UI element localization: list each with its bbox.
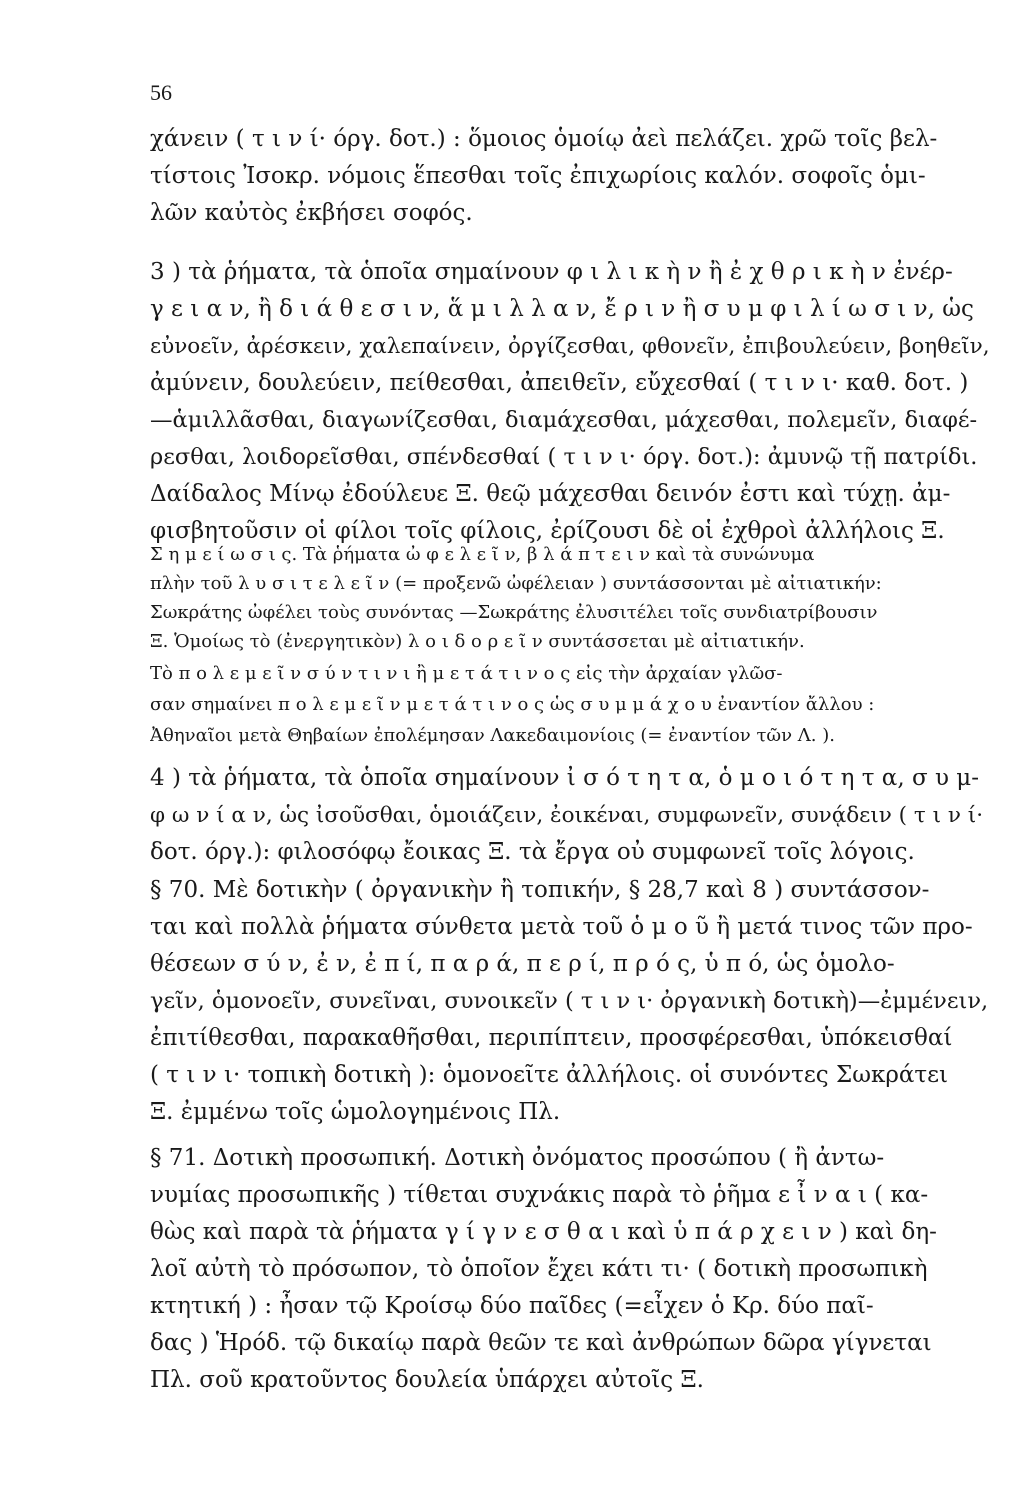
text-line: γεῖν, ὁμονοεῖν, συνεῖναι, συνοικεῖν ( τ ι ν ι· ὀργανικὴ δοτικὴ)—ἐμμένειν, bbox=[150, 988, 989, 1014]
text-line: ἀμύνειν, δουλεύειν, πείθεσθαι, ἀπειθεῖν, εὔχεσθαί ( τ ι ν ι· καθ. δοτ. ) bbox=[150, 370, 969, 396]
text-line: λῶν καὐτὸς ἐκβήσει σοφός. bbox=[150, 200, 473, 226]
text-line: θὼς καὶ παρὰ τὰ ῥήματα γ ί γ ν ε σ θ α ι καὶ ὑ π ά ρ χ ε ι ν ) καὶ δη- bbox=[150, 1219, 937, 1245]
section-71 bbox=[150, 1140, 990, 1399]
text-line: Ἀθηναῖοι μετὰ Θηβαίων ἐπολέμησαν Λακεδαιμονίοις (= ἐναντίον τῶν Λ. ). bbox=[150, 725, 835, 746]
text-line: 3 ) τὰ ῥήματα, τὰ ὁποῖα σημαίνουν φ ι λ ι κ ὴ ν ἢ ἐ χ θ ρ ι κ ὴ ν ἐνέρ- bbox=[150, 259, 953, 285]
text-line: δοτ. όργ.): φιλοσόφῳ ἔοικας Ξ. τὰ ἔργα οὐ συμφωνεῖ τοῖς λόγοις. bbox=[150, 839, 915, 865]
note-polemein bbox=[150, 658, 990, 751]
text-line: Τὸ π ο λ ε μ ε ῖ ν σ ύ ν τ ι ν ι ἢ μ ε τ ά τ ι ν ο ς εἰς τὴν ἀρχαίαν γλῶσ- bbox=[150, 663, 783, 684]
text-line: Σ η μ ε ί ω σ ι ς. Τὰ ῥήματα ὠ φ ε λ ε ῖ ν, β λ ά π τ ε ι ν καὶ τὰ συνώνυμα bbox=[150, 544, 815, 565]
text-line: Ξ. ἐμμένω τοῖς ὡμολογημένοις Πλ. bbox=[150, 1099, 561, 1125]
section-70 bbox=[150, 872, 990, 1131]
text-line: 4 ) τὰ ῥήματα, τὰ ὁποῖα σημαίνουν ἰ σ ό τ η τ α, ὁ μ ο ι ό τ η τ α, σ υ μ- bbox=[150, 765, 979, 791]
text-line: εὐνοεῖν, ἀρέσκειν, χαλεπαίνειν, ὀργίζεσθαι, φθονεῖν, ἐπιβουλεύειν, βοηθεῖν, bbox=[150, 334, 990, 359]
text-line: —ἁμιλλᾶσθαι, διαγωνίζεσθαι, διαμάχεσθαι, μάχεσθαι, πολεμεῖν, διαφέ- bbox=[150, 407, 978, 433]
text-line: ( τ ι ν ι· τοπικὴ δοτικὴ ): ὁμονοεῖτε ἀλλήλοις. οἱ συνόντες Σωκράτει bbox=[150, 1062, 949, 1088]
text-line: Δαίδαλος Μίνῳ ἐδούλευε Ξ. θεῷ μάχεσθαι δεινόν ἐστι καὶ τύχῃ. ἀμ- bbox=[150, 481, 951, 507]
text-line: πλὴν τοῦ λ υ σ ι τ ε λ ε ῖ ν (= προξενῶ ὠφέλειαν ) συντάσσονται μὲ αἰτιατικήν: bbox=[150, 573, 882, 594]
note-semeiosis bbox=[150, 540, 990, 656]
text-line: θέσεων σ ύ ν, ἐ ν, ἐ π ί, π α ρ ά, π ε ρ ί, π ρ ό ς, ὑ π ό, ὡς ὁμολο- bbox=[150, 951, 895, 977]
text-line: ται καὶ πολλὰ ῥήματα σύνθετα μετὰ τοῦ ὁ μ ο ῦ ἢ μετά τινος τῶν προ- bbox=[150, 914, 973, 940]
text-line: ἐπιτίθεσθαι, παρακαθῆσθαι, περιπίπτειν, προσφέρεσθαι, ὑπόκεισθαί bbox=[150, 1025, 953, 1051]
text-line: γ ε ι α ν, ἢ δ ι ά θ ε σ ι ν, ἅ μ ι λ λ α ν, ἔ ρ ι ν ἢ σ υ μ φ ι λ ί ω σ ι ν, ὡς bbox=[150, 296, 974, 322]
text-line: Ξ. Ὁμοίως τὸ (ἐνεργητικὸν) λ ο ι δ ο ρ ε ῖ ν συντάσσεται μὲ αἰτιατικήν. bbox=[150, 631, 805, 652]
text-line: Πλ. σοῦ κρατοῦντος δουλεία ὑπάρχει αὐτοῖς Ξ. bbox=[150, 1367, 704, 1393]
text-line: § 71. Δοτικὴ προσωπική. Δοτικὴ ὀνόματος προσώπου ( ἢ ἀντω- bbox=[150, 1145, 885, 1171]
text-line: σαν σημαίνει π ο λ ε μ ε ῖ ν μ ε τ ά τ ι ν ο ς ὡς σ υ μ μ ά χ ο υ ἐναντίον ἄλλου : bbox=[150, 694, 875, 715]
text-line: λοῖ αὐτὴ τὸ πρόσωπον, τὸ ὁποῖον ἔχει κάτι τι· ( δοτικὴ προσωπικὴ bbox=[150, 1256, 928, 1282]
text-line: δας ) Ἡρόδ. τῷ δικαίῳ παρὰ θεῶν τε καὶ ἀνθρώπων δῶρα γίγνεται bbox=[150, 1330, 932, 1356]
text-line: νυμίας προσωπικῆς ) τίθεται συχνάκις παρὰ τὸ ῥῆμα ε ἶ ν α ι ( κα- bbox=[150, 1182, 929, 1208]
text-line: Σωκράτης ὠφέλει τοὺς συνόντας —Σωκράτης ἐλυσιτέλει τοῖς συνδιατρίβουσιν bbox=[150, 602, 878, 623]
paragraph-4-verbs-equality bbox=[150, 760, 990, 871]
text-line: κτητική ) : ἦσαν τῷ Κροίσῳ δύο παῖδες (=εἶχεν ὁ Κρ. δύο παῖ- bbox=[150, 1293, 874, 1319]
paragraph-dative-examples bbox=[150, 121, 990, 232]
text-line: ρεσθαι, λοιδορεῖσθαι, σπένδεσθαί ( τ ι ν ι· όργ. δοτ.): ἀμυνῷ τῇ πατρίδι. bbox=[150, 444, 978, 470]
text-line: χάνειν ( τ ι ν ί· όργ. δοτ.) : ὅμοιος ὁμοίῳ ἀεὶ πελάζει. χρῶ τοῖς βελ- bbox=[150, 126, 938, 152]
text-line: τίστοις Ἰσοκρ. νόμοις ἕπεσθαι τοῖς ἐπιχωρίοις καλόν. σοφοῖς ὁμι- bbox=[150, 163, 926, 189]
text-line: φισβητοῦσιν οἱ φίλοι τοῖς φίλοις, ἐρίζουσι δὲ οἱ ἐχθροὶ ἀλλήλοις Ξ. bbox=[150, 518, 945, 544]
text-line: § 70. Μὲ δοτικὴν ( ὀργανικὴν ἢ τοπικήν, § 28,7 καὶ 8 ) συντάσσον- bbox=[150, 877, 930, 903]
paragraph-3-verbs-friendly-hostile bbox=[150, 254, 990, 550]
text-line: φ ω ν ί α ν, ὡς ἰσοῦσθαι, ὁμοιάζειν, ἐοικέναι, συμφωνεῖν, συνᾴδειν ( τ ι ν ί· bbox=[150, 803, 984, 828]
page-number: 56 bbox=[150, 80, 172, 105]
